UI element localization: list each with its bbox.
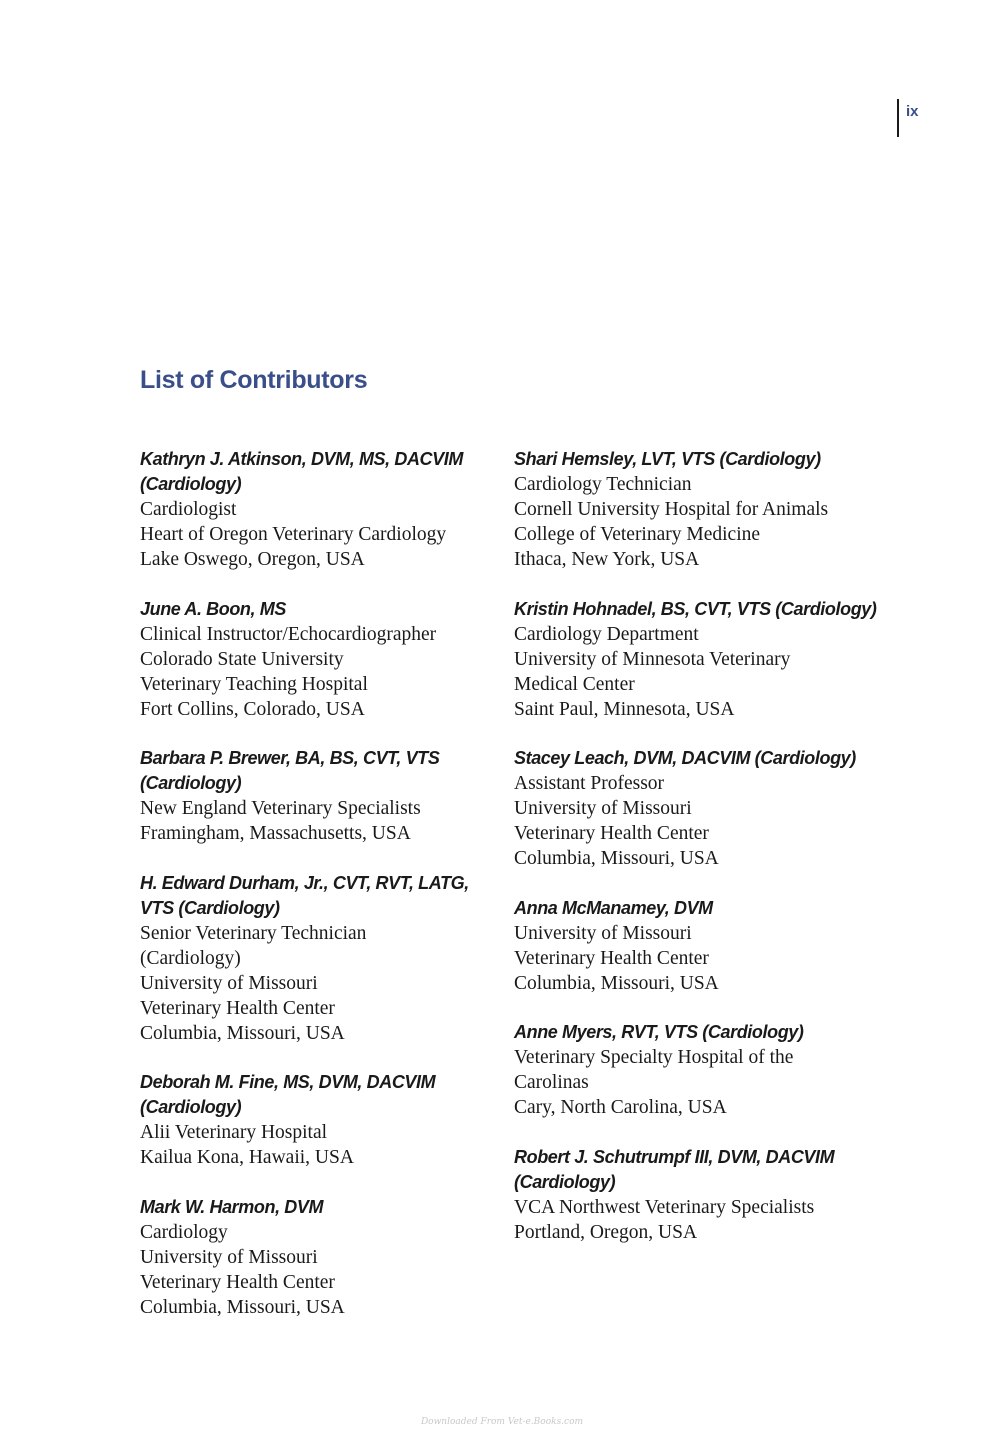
contributor-affiliation-line: Veterinary Health Center: [140, 997, 335, 1019]
contributor-entry: [514, 746, 904, 871]
contributor-affiliation-line: Saint Paul, Minnesota, USA: [514, 698, 735, 720]
contributor-affiliation-line: University of Missouri: [514, 922, 692, 944]
contributor-affiliation-line: Cardiologist: [140, 499, 237, 520]
contributor-affiliation-line: Ithaca, New York, USA: [514, 549, 700, 570]
contributor-affiliation-line: Veterinary Health Center: [514, 823, 709, 844]
contributor-affiliation-line: Senior Veterinary Technician: [140, 922, 367, 944]
contributor-affiliation-line: Veterinary Health Center: [514, 947, 709, 969]
contributor-name: Mark W. Harmon, DVM: [140, 1196, 324, 1217]
contributor-affiliation-line: Alii Veterinary Hospital: [140, 1122, 328, 1143]
contributor-affiliation-line: Kailua Kona, Hawaii, USA: [140, 1147, 354, 1168]
contributor-affiliation-line: Cary, North Carolina, USA: [514, 1097, 727, 1118]
contributor-name: Shari Hemsley, LVT, VTS (Cardiology): [514, 449, 821, 469]
contributor-affiliation-line: Medical Center: [514, 673, 635, 695]
contributor-affiliation-line: Portland, Oregon, USA: [514, 1221, 698, 1243]
contributor-affiliation-line: Carolinas: [514, 1072, 589, 1093]
contributor-affiliation-line: Fort Collins, Colorado, USA: [140, 698, 365, 720]
contributor-entry: [140, 1070, 500, 1170]
contributor-affiliation-line: Columbia, Missouri, USA: [514, 848, 719, 869]
contributor-affiliation-line: Columbia, Missouri, USA: [140, 1022, 345, 1044]
contributor-name: (Cardiology): [514, 1171, 616, 1192]
contributor-affiliation-line: Cardiology: [140, 1221, 228, 1243]
contributor-entry: [140, 1195, 500, 1320]
contributor-name: Kathryn J. Atkinson, DVM, MS, DACVIM: [140, 449, 463, 469]
contributor-entry: [514, 1020, 904, 1120]
contributor-affiliation-line: University of Missouri: [140, 972, 318, 994]
contributor-affiliation-line: New England Veterinary Specialists: [140, 798, 421, 819]
contributor-name: (Cardiology): [140, 1097, 242, 1117]
contributor-name: Stacey Leach, DVM, DACVIM (Cardiology): [514, 748, 856, 768]
contributor-affiliation-line: Clinical Instructor/Echocardiographer: [140, 623, 437, 645]
page-title: List of Contributors: [140, 366, 368, 394]
contributor-affiliation-line: University of Missouri: [514, 798, 692, 819]
contributor-affiliation-line: College of Veterinary Medicine: [514, 524, 761, 545]
contributor-entry: [140, 746, 500, 846]
contributor-affiliation-line: Framingham, Massachusetts, USA: [140, 823, 411, 844]
contributor-affiliation-line: Cardiology Department: [514, 623, 699, 645]
contributor-entry: [514, 447, 904, 572]
contributor-name: June A. Boon, MS: [140, 598, 286, 619]
contributor-name: (Cardiology): [140, 474, 242, 494]
contributor-name: Anna McManamey, DVM: [514, 897, 713, 918]
contributor-entry: [514, 597, 904, 722]
contributor-name: Deborah M. Fine, MS, DVM, DACVIM: [140, 1072, 436, 1092]
contributor-entry: [140, 597, 500, 722]
contributor-name: Anne Myers, RVT, VTS (Cardiology): [514, 1022, 804, 1042]
contributor-entry: [514, 896, 904, 996]
footer-watermark: Downloaded From Vet-e.Books.com: [420, 1417, 584, 1427]
contributor-name: H. Edward Durham, Jr., CVT, RVT, LATG,: [140, 872, 469, 893]
contributor-entry: [140, 871, 500, 1046]
contributor-affiliation-line: (Cardiology): [140, 947, 241, 969]
contributor-affiliation-line: Lake Oswego, Oregon, USA: [140, 549, 365, 570]
contributor-affiliation-line: VCA Northwest Veterinary Specialists: [514, 1196, 815, 1218]
contributor-name: Barbara P. Brewer, BA, BS, CVT, VTS: [140, 748, 440, 768]
contributor-affiliation-line: University of Minnesota Veterinary: [514, 648, 791, 670]
page-number: ix: [906, 103, 919, 120]
contributor-affiliation-line: Cornell University Hospital for Animals: [514, 499, 829, 520]
contributor-affiliation-line: Columbia, Missouri, USA: [140, 1296, 345, 1318]
contributor-affiliation-line: Columbia, Missouri, USA: [514, 972, 719, 994]
contributor-affiliation-line: Assistant Professor: [514, 773, 665, 794]
page-number-rule: [897, 99, 899, 137]
contributor-affiliation-line: Veterinary Specialty Hospital of the: [514, 1047, 794, 1068]
contributor-name: VTS (Cardiology): [140, 897, 280, 918]
contributor-affiliation-line: Colorado State University: [140, 648, 344, 670]
contributor-affiliation-line: Cardiology Technician: [514, 474, 692, 495]
contributor-entry: [140, 447, 500, 572]
contributor-entry: [514, 1145, 904, 1245]
contributor-affiliation-line: Veterinary Teaching Hospital: [140, 673, 368, 695]
contributor-name: Robert J. Schutrumpf III, DVM, DACVIM: [514, 1146, 835, 1167]
contributor-name: Kristin Hohnadel, BS, CVT, VTS (Cardiology): [514, 598, 877, 619]
contributor-affiliation-line: Veterinary Health Center: [140, 1271, 335, 1293]
contributor-affiliation-line: Heart of Oregon Veterinary Cardiology: [140, 524, 447, 545]
contributor-name: (Cardiology): [140, 773, 242, 793]
contributors-left-column: [140, 447, 500, 1344]
contributor-affiliation-line: University of Missouri: [140, 1246, 318, 1268]
contributors-right-column: [514, 447, 904, 1269]
